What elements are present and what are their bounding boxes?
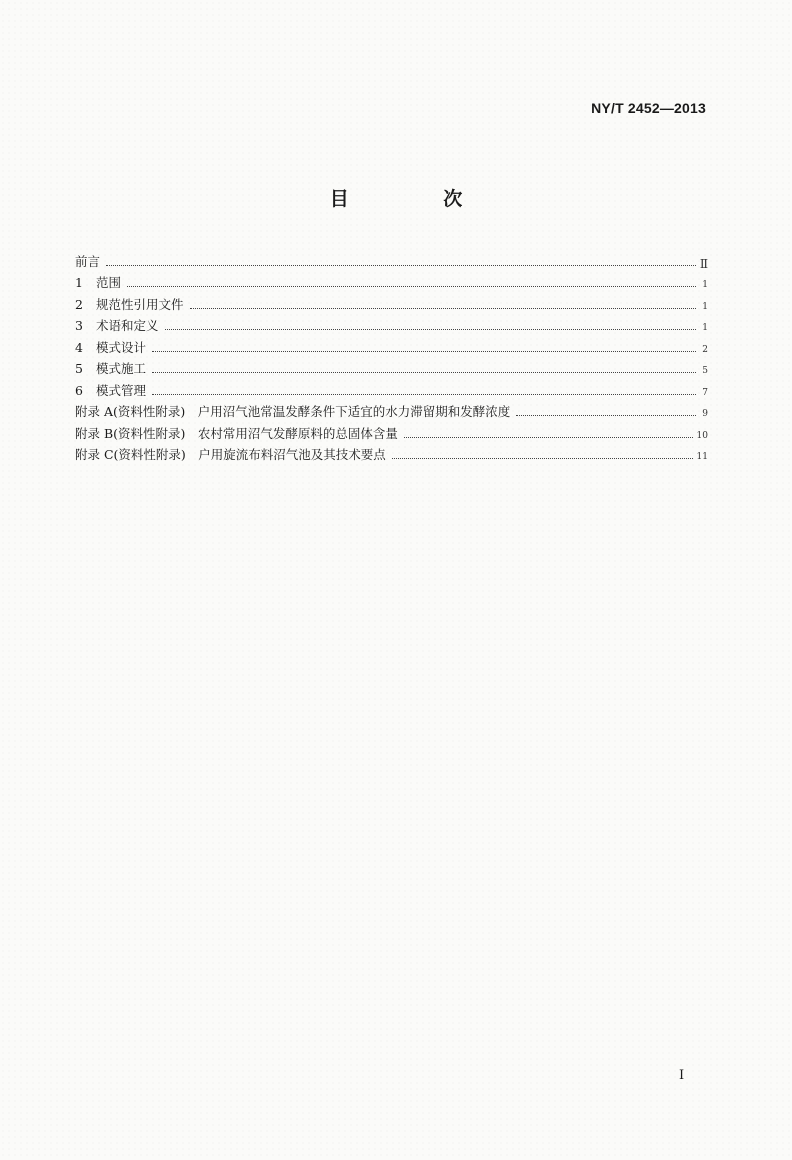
toc-entry-design[interactable] <box>75 334 708 356</box>
toc-entry-page: 5 <box>702 366 708 376</box>
dot-leader <box>165 329 696 330</box>
toc-title: 目 次 <box>329 188 507 210</box>
toc-entry-label: 前言 <box>75 253 101 269</box>
toc-entry-label: 模式管理 <box>96 382 147 398</box>
dot-leader <box>190 308 696 309</box>
toc-entry-number: 4 <box>75 339 83 355</box>
toc-entry-page: 1 <box>702 323 708 333</box>
toc-entry-label: 范围 <box>96 275 122 290</box>
toc-entry-construction[interactable] <box>75 356 708 378</box>
toc-entry-label: 附录 B(资料性附录) 农村常用沼气发酵原料的总固体含量 <box>75 425 398 441</box>
toc-entry-label: 术语和定义 <box>96 318 159 333</box>
toc-entry-page: 7 <box>702 387 708 398</box>
toc-entry-label: 规范性引用文件 <box>96 296 184 312</box>
toc-entry-page: 1 <box>702 280 708 290</box>
toc-entry-number: 1 <box>75 275 83 290</box>
toc-entry-page: 10 <box>696 430 708 441</box>
toc-entry-page: 1 <box>702 301 708 312</box>
toc-entry-appendix-a[interactable] <box>75 399 708 421</box>
toc-entry-number: 6 <box>75 382 83 398</box>
toc-entry-appendix-c[interactable] <box>75 442 708 464</box>
toc-entry-page: 11 <box>696 452 708 462</box>
toc-entry-page: 2 <box>702 344 708 355</box>
dot-leader <box>106 265 696 266</box>
dot-leader <box>392 458 693 459</box>
dot-leader <box>152 372 696 373</box>
toc-entry-number: 3 <box>75 318 83 333</box>
toc-entry-label: 附录 C(资料性附录) 户用旋流布料沼气池及其技术要点 <box>75 447 386 462</box>
page-number: Ⅰ <box>679 1068 685 1083</box>
toc-entry-management[interactable] <box>75 377 708 399</box>
dot-leader <box>152 351 696 352</box>
toc-entry-normative-references[interactable] <box>75 291 708 313</box>
toc-entry-label: 附录 A(资料性附录) 户用沼气池常温发酵条件下适宜的水力滞留期和发酵浓度 <box>75 404 511 419</box>
toc-entry-page: Ⅱ <box>699 256 708 271</box>
toc-entry-scope[interactable] <box>75 270 708 292</box>
toc-entry-terms-definitions[interactable] <box>75 313 708 335</box>
toc-entry-foreword[interactable] <box>75 248 708 270</box>
dot-leader <box>127 286 696 287</box>
dot-leader <box>152 394 696 395</box>
toc-entry-number: 5 <box>75 361 83 376</box>
toc-entry-appendix-b[interactable] <box>75 420 708 442</box>
toc-entry-label: 模式设计 <box>96 339 147 355</box>
standard-code: NY/T 2452—2013 <box>591 100 706 116</box>
toc-entry-label: 模式施工 <box>96 361 147 376</box>
toc-list <box>75 248 708 463</box>
toc-entry-page: 9 <box>702 409 708 419</box>
toc-entry-number: 2 <box>75 296 83 312</box>
dot-leader <box>516 415 696 416</box>
dot-leader <box>404 437 693 438</box>
